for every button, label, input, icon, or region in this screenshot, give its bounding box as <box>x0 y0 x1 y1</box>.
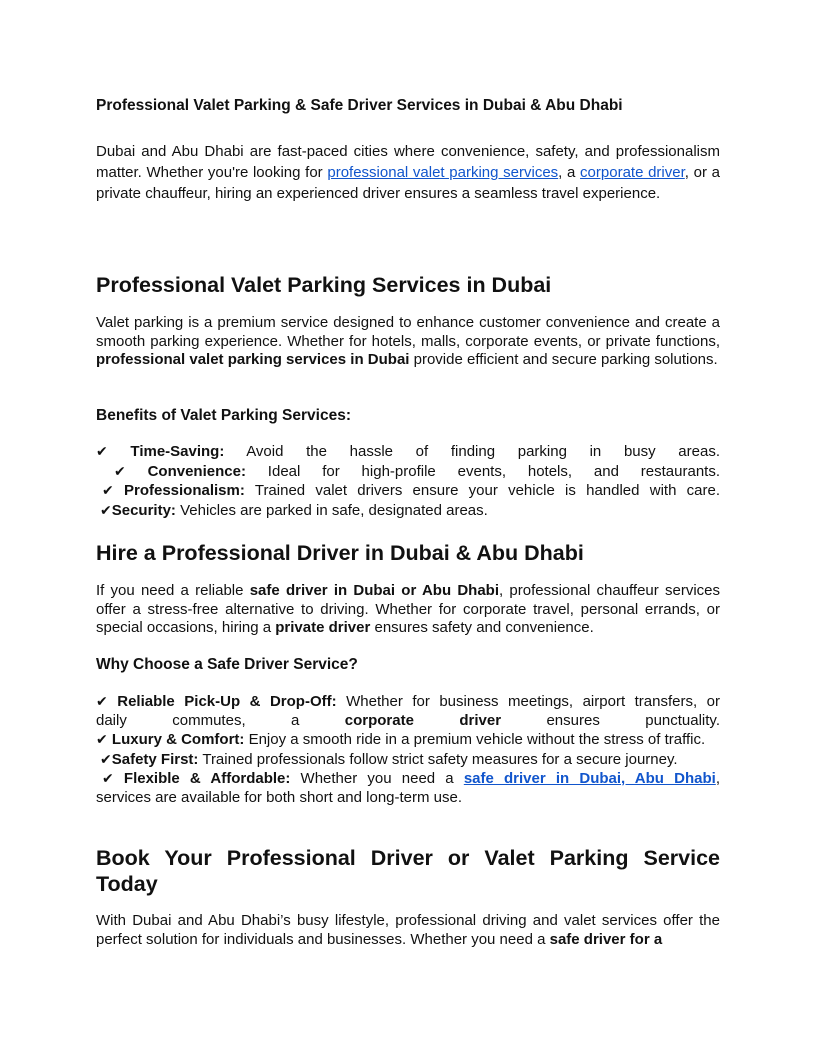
document-title: Professional Valet Parking & Safe Driver Services in Dubai & Abu Dhabi <box>96 97 623 114</box>
section1-heading: Professional Valet Parking Services in Dubai <box>96 273 552 297</box>
benefit-title: Time-Saving: <box>130 443 225 460</box>
benefit-title: Professionalism: <box>123 482 245 499</box>
reason-text: Whether for business meetings, airport transfers, or <box>336 693 720 710</box>
section2-heading: Hire a Professional Driver in Dubai & Abu Dhabi <box>96 541 584 565</box>
benefit-item <box>96 442 720 462</box>
benefits-list <box>96 442 720 520</box>
section1-bold: professional valet parking services in Dubai <box>96 351 410 368</box>
section3-paragraph <box>96 912 720 949</box>
check-icon: ✔ <box>100 501 112 518</box>
check-icon: ✔ <box>114 462 126 479</box>
benefit-item <box>96 481 720 501</box>
section3-bold: safe driver for a <box>549 930 663 948</box>
reason-item-continued <box>96 712 720 731</box>
reason-bold: corporate driver <box>344 711 502 729</box>
section2-text-c: ensures safety and convenience. <box>370 619 594 636</box>
reasons-list <box>96 692 720 807</box>
benefit-text: Trained valet drivers ensure your vehicle is handled with care. <box>244 482 721 499</box>
intro-paragraph <box>96 141 720 204</box>
reason-title: Luxury & Comfort: <box>111 731 245 748</box>
benefit-title: Security: <box>111 501 176 519</box>
benefit-text: Avoid the hassle of finding parking in busy areas. <box>224 443 720 460</box>
intro-text-2: , a <box>558 164 581 181</box>
section3-text-a: With Dubai and Abu Dhabi’s busy lifestyle, professional driving and valet services offer the perfect solution for individuals and businesses. Whether you need a <box>96 912 720 948</box>
check-icon: ✔ <box>102 482 114 498</box>
reason-text: daily commutes, a <box>96 711 345 729</box>
reason-text: ensures punctuality. <box>501 711 720 729</box>
reason-title: Reliable Pick-Up & Drop-Off: <box>117 693 337 710</box>
section1-text-a: Valet parking is a premium service designed to enhance customer convenience and create a smooth parking experience. Whether for hotels, malls, corporate events, or private functions, <box>96 314 720 350</box>
reason-item <box>96 692 720 712</box>
section2-paragraph <box>96 582 720 638</box>
intro-text-1: Dubai and Abu Dhabi are fast-paced cities where convenience, safety, and professionalism matter. Whether you're looking for <box>96 143 720 181</box>
valet-parking-link[interactable]: professional valet parking services <box>327 164 559 181</box>
section1-paragraph <box>96 314 720 370</box>
section3-heading: Book Your Professional Driver or Valet Parking Service Today <box>96 846 720 896</box>
reason-item <box>96 730 720 750</box>
section1-text-b: provide efficient and secure parking solutions. <box>409 351 718 368</box>
check-icon: ✔ <box>96 731 108 747</box>
reason-item <box>96 750 720 770</box>
reason-item <box>96 769 720 789</box>
check-icon: ✔ <box>100 750 112 767</box>
check-icon: ✔ <box>96 693 108 709</box>
section2-text-b: , professional chauffeur services offer a stress-free alternative to driving. Whether for corporate travel, personal errands, or special occasions, hiring a <box>96 582 721 636</box>
section2-text-a: If you need a reliable <box>96 582 250 599</box>
benefit-text: Ideal for high-profile events, hotels, and restaurants. <box>245 462 720 480</box>
benefit-item <box>96 462 720 482</box>
benefit-title: Convenience: <box>147 462 246 480</box>
reason-text: , <box>715 770 720 787</box>
reason-item-continued: services are available for both short and long-term use. <box>96 788 463 806</box>
reason-text: Enjoy a smooth ride in a premium vehicle without the stress of traffic. <box>244 731 706 748</box>
check-icon: ✔ <box>102 770 114 786</box>
reason-text: Trained professionals follow strict safety measures for a secure journey. <box>198 750 678 768</box>
intro-text-3: , or a private chauffeur, hiring an experienced driver ensures a seamless travel experience. <box>96 164 720 202</box>
corporate-driver-link[interactable]: corporate driver <box>580 164 685 181</box>
reason-title: Flexible & Affordable: <box>123 770 291 787</box>
safe-driver-link[interactable]: safe driver in Dubai, Abu Dhabi <box>463 770 716 787</box>
why-choose-subheading: Why Choose a Safe Driver Service? <box>96 656 358 673</box>
reason-title: Safety First: <box>111 750 199 768</box>
benefit-text: Vehicles are parked in safe, designated areas. <box>175 501 488 519</box>
check-icon: ✔ <box>96 443 108 459</box>
reason-text: Whether you need a <box>290 770 464 787</box>
benefit-item <box>96 501 720 521</box>
section2-bold-1: safe driver in Dubai or Abu Dhabi <box>249 582 500 599</box>
section2-bold-2: private driver <box>275 619 371 636</box>
benefits-subheading: Benefits of Valet Parking Services: <box>96 407 351 424</box>
